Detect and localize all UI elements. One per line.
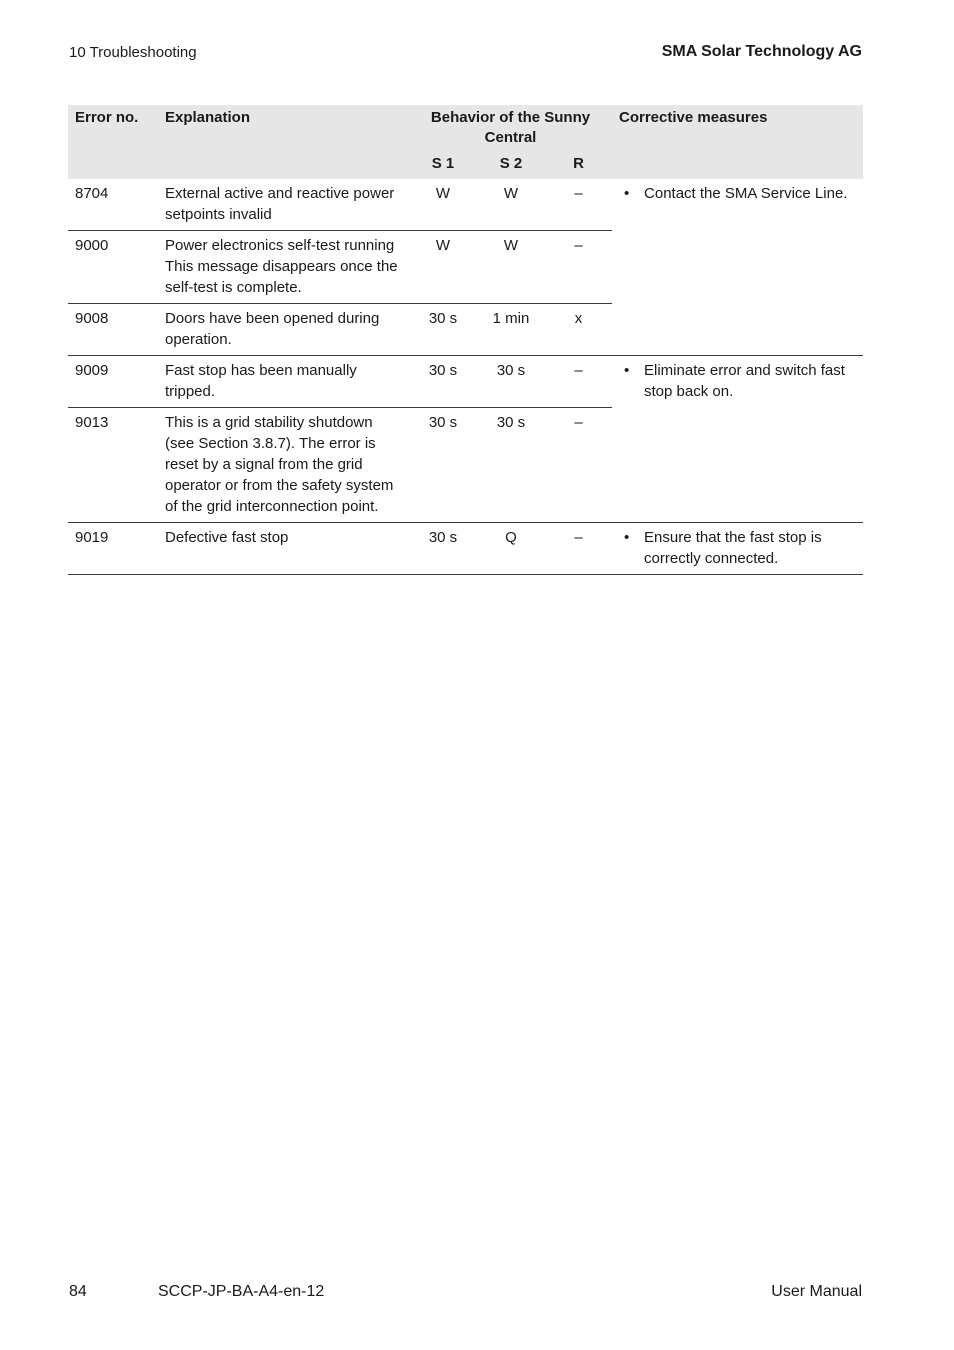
col-header-error-no: Error no. — [68, 105, 158, 179]
col-header-s2: S 2 — [477, 152, 545, 179]
behavior-s1: 30 s — [409, 523, 477, 575]
behavior-r: – — [545, 231, 612, 304]
col-header-explanation: Explanation — [158, 105, 409, 179]
table-row — [68, 179, 863, 231]
error-explanation: Power electronics self-test running This message disappears once the self-test is complete. — [158, 231, 409, 304]
section-header: 10 Troubleshooting — [69, 44, 197, 61]
table-row — [68, 523, 863, 575]
behavior-r: – — [545, 523, 612, 575]
behavior-s2: Q — [477, 523, 545, 575]
behavior-r: x — [545, 304, 612, 356]
company-name: SMA Solar Technology AG — [661, 43, 862, 60]
document-type: User Manual — [771, 1283, 862, 1300]
behavior-s2: 30 s — [477, 356, 545, 408]
error-explanation: External active and reactive power setpoints invalid — [158, 179, 409, 231]
behavior-s1: 30 s — [409, 304, 477, 356]
col-header-r: R — [545, 152, 612, 179]
behavior-s1: 30 s — [409, 356, 477, 408]
table-header-row — [68, 105, 863, 152]
error-explanation: This is a grid stability shutdown (see Section 3.8.7). The error is reset by a signal from the grid operator or from the safety system of the grid interconnection point. — [158, 408, 409, 523]
error-number: 9013 — [68, 408, 158, 523]
corrective-measure-cell — [612, 523, 863, 575]
behavior-s1: W — [409, 231, 477, 304]
behavior-r: – — [545, 408, 612, 523]
corrective-measure-cell — [612, 356, 863, 523]
corrective-measure-item: • Ensure that the fast stop is correctly connected. — [619, 527, 856, 569]
behavior-s2: W — [477, 231, 545, 304]
error-explanation: Doors have been opened during operation. — [158, 304, 409, 356]
table-row — [68, 356, 863, 408]
behavior-s1: 30 s — [409, 408, 477, 523]
error-number: 9019 — [68, 523, 158, 575]
corrective-measure-item: • Eliminate error and switch fast stop back on. — [619, 360, 856, 402]
page-number: 84 — [69, 1283, 87, 1300]
behavior-s2: 30 s — [477, 408, 545, 523]
error-number: 9009 — [68, 356, 158, 408]
error-explanation: Fast stop has been manually tripped. — [158, 356, 409, 408]
corrective-measure-item: • Contact the SMA Service Line. — [619, 183, 856, 204]
behavior-s2: 1 min — [477, 304, 545, 356]
col-header-corrective-measures: Corrective measures — [612, 105, 863, 179]
error-number: 9000 — [68, 231, 158, 304]
behavior-s2: W — [477, 179, 545, 231]
document-id: SCCP-JP-BA-A4-en-12 — [158, 1283, 325, 1300]
corrective-measure-cell — [612, 179, 863, 356]
col-header-s1: S 1 — [409, 152, 477, 179]
behavior-r: – — [545, 179, 612, 231]
behavior-s1: W — [409, 179, 477, 231]
error-number: 8704 — [68, 179, 158, 231]
error-number: 9008 — [68, 304, 158, 356]
behavior-r: – — [545, 356, 612, 408]
col-header-behavior: Behavior of the Sunny Central — [409, 105, 612, 152]
error-table — [68, 105, 863, 575]
error-explanation: Defective fast stop — [158, 523, 409, 575]
